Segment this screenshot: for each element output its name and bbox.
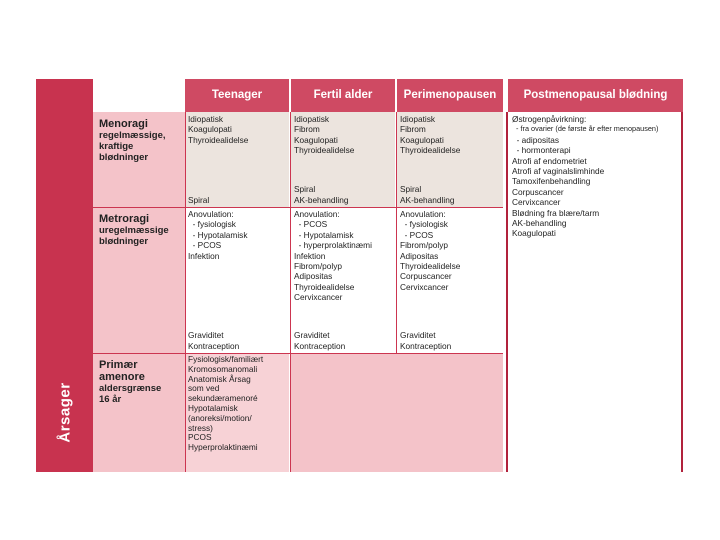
list-item: AK-behandling <box>400 194 455 205</box>
row-subtitle: kraftige <box>99 141 134 152</box>
list-item: Anovulation: <box>188 209 234 219</box>
row-header-metroragi <box>93 207 185 353</box>
header-blank <box>93 79 185 112</box>
list-item: Spiral <box>294 184 316 195</box>
list-item: PCOS <box>188 432 212 443</box>
list-item: - fra ovarier (de første år efter menopausen) <box>512 124 659 134</box>
row-subtitle: 16 år <box>99 394 122 405</box>
list-item: Anovulation: <box>400 209 446 219</box>
list-item: (anoreksi/motion/ <box>188 412 252 423</box>
list-item: Anovulation: <box>294 209 340 219</box>
list-item: som ved <box>188 383 220 394</box>
list-item: - fysiologisk <box>400 219 448 230</box>
row-subtitle: regelmæssige, <box>99 130 166 141</box>
divider <box>396 112 397 353</box>
list-item: Spiral <box>188 194 210 205</box>
column-header-post: Postmenopausal blødning <box>508 79 683 112</box>
list-item: Koagulopati <box>400 134 444 145</box>
row-subtitle: uregelmæssige <box>99 225 169 236</box>
cell-metroragi-fertile <box>291 207 395 353</box>
column-header-fertile: Fertil alder <box>291 79 395 112</box>
list-item: Atrofi af vaginalslimhinde <box>512 166 605 177</box>
column-header-peri: Perimenopausen <box>397 79 503 112</box>
divider <box>290 112 291 472</box>
list-item: Tamoxifenbehandling <box>512 176 591 187</box>
list-item: Thyroidealidelse <box>400 145 461 156</box>
row-subtitle: aldersgrænse <box>99 383 162 394</box>
divider <box>681 112 683 472</box>
list-item: Cervixcancer <box>294 292 343 303</box>
list-item: stress) <box>188 422 213 433</box>
list-item: Kontraception <box>294 340 346 351</box>
list-item: Infektion <box>294 250 326 261</box>
list-item: Koagulopati <box>512 228 556 239</box>
list-item: - hormonterapi <box>512 145 571 156</box>
list-item: Fibrom/polyp <box>400 240 448 251</box>
list-item: Adipositas <box>294 271 333 282</box>
cell-menoragi-fertile <box>291 112 395 207</box>
list-item: Thyroidealidelse <box>188 134 249 145</box>
cell-menoragi-teen <box>185 112 289 207</box>
list-item: Corpuscancer <box>512 186 564 197</box>
cell-amenorrhea-teen <box>185 353 289 472</box>
list-item: - adipositas <box>512 134 560 145</box>
list-item: Blødning fra blære/tarm <box>512 207 600 218</box>
row-subtitle: blødninger <box>99 236 149 247</box>
list-item: Fibrom/polyp <box>294 261 342 272</box>
list-item: Fibrom <box>400 124 426 135</box>
divider <box>93 207 503 208</box>
list-item: - fysiologisk <box>188 219 236 230</box>
cell-metroragi-teen <box>185 207 289 353</box>
list-item: AK-behandling <box>512 218 567 229</box>
list-item: Østrogenpåvirkning: <box>512 114 587 124</box>
list-item: Spiral <box>400 184 422 195</box>
list-item: - hyperprolaktinæmi <box>294 240 372 251</box>
row-header-primary-amenorrhea <box>93 353 185 472</box>
row-title: Primær <box>99 359 138 371</box>
cell-metroragi-peri <box>397 207 503 353</box>
list-item: AK-behandling <box>294 194 349 205</box>
cell-amenorrhea-empty <box>291 353 503 472</box>
list-item: Thyroidealidelse <box>294 281 355 292</box>
list-item: Idiopatisk <box>188 114 224 124</box>
list-item: Kontraception <box>400 340 452 351</box>
list-item: Hyperprolaktinæmi <box>188 442 258 453</box>
list-item: - PCOS <box>400 229 434 240</box>
list-item: Atrofi af endometriet <box>512 155 587 166</box>
list-item: Idiopatisk <box>294 114 330 124</box>
list-item: - PCOS <box>294 219 328 230</box>
list-item: Kontraception <box>188 340 240 351</box>
cell-postmenopausal <box>508 112 683 472</box>
divider <box>185 112 186 472</box>
list-item: Graviditet <box>294 330 330 341</box>
list-item: Cervixcancer <box>512 197 561 208</box>
list-item: Koagulopati <box>188 124 232 135</box>
list-item: sekundæramenoré <box>188 393 258 404</box>
list-item: Infektion <box>188 250 220 261</box>
list-item: Graviditet <box>188 330 224 341</box>
divider <box>506 112 508 472</box>
row-title: Metroragi <box>99 213 150 225</box>
list-item: Kromosomanomali <box>188 363 258 374</box>
divider <box>93 353 503 354</box>
list-item: Idiopatisk <box>400 114 436 124</box>
list-item: Cervixcancer <box>400 281 449 292</box>
list-item: - PCOS <box>188 240 222 251</box>
list-item: Graviditet <box>400 330 436 341</box>
causes-table <box>36 79 683 472</box>
side-label: Årsager <box>56 382 74 443</box>
cell-menoragi-peri <box>397 112 503 207</box>
list-item: Anatomisk Årsag <box>188 373 251 384</box>
row-title-line2: amenore <box>99 371 145 383</box>
row-header-menoragi <box>93 112 185 207</box>
row-subtitle: blødninger <box>99 152 149 163</box>
list-item: Koagulopati <box>294 134 338 145</box>
side-strip <box>36 79 93 472</box>
list-item: Corpuscancer <box>400 271 452 282</box>
list-item: Adipositas <box>400 250 439 261</box>
row-title: Menoragi <box>99 118 148 130</box>
list-item: Hypotalamisk <box>188 402 238 413</box>
list-item: - Hypotalamisk <box>294 229 354 240</box>
column-header-teen: Teenager <box>185 79 289 112</box>
list-item: Fysiologisk/familiært <box>188 354 264 364</box>
list-item: Thyroidealidelse <box>400 261 461 272</box>
list-item: Thyroidealidelse <box>294 145 355 156</box>
list-item: - Hypotalamisk <box>188 229 248 240</box>
list-item: Fibrom <box>294 124 320 135</box>
